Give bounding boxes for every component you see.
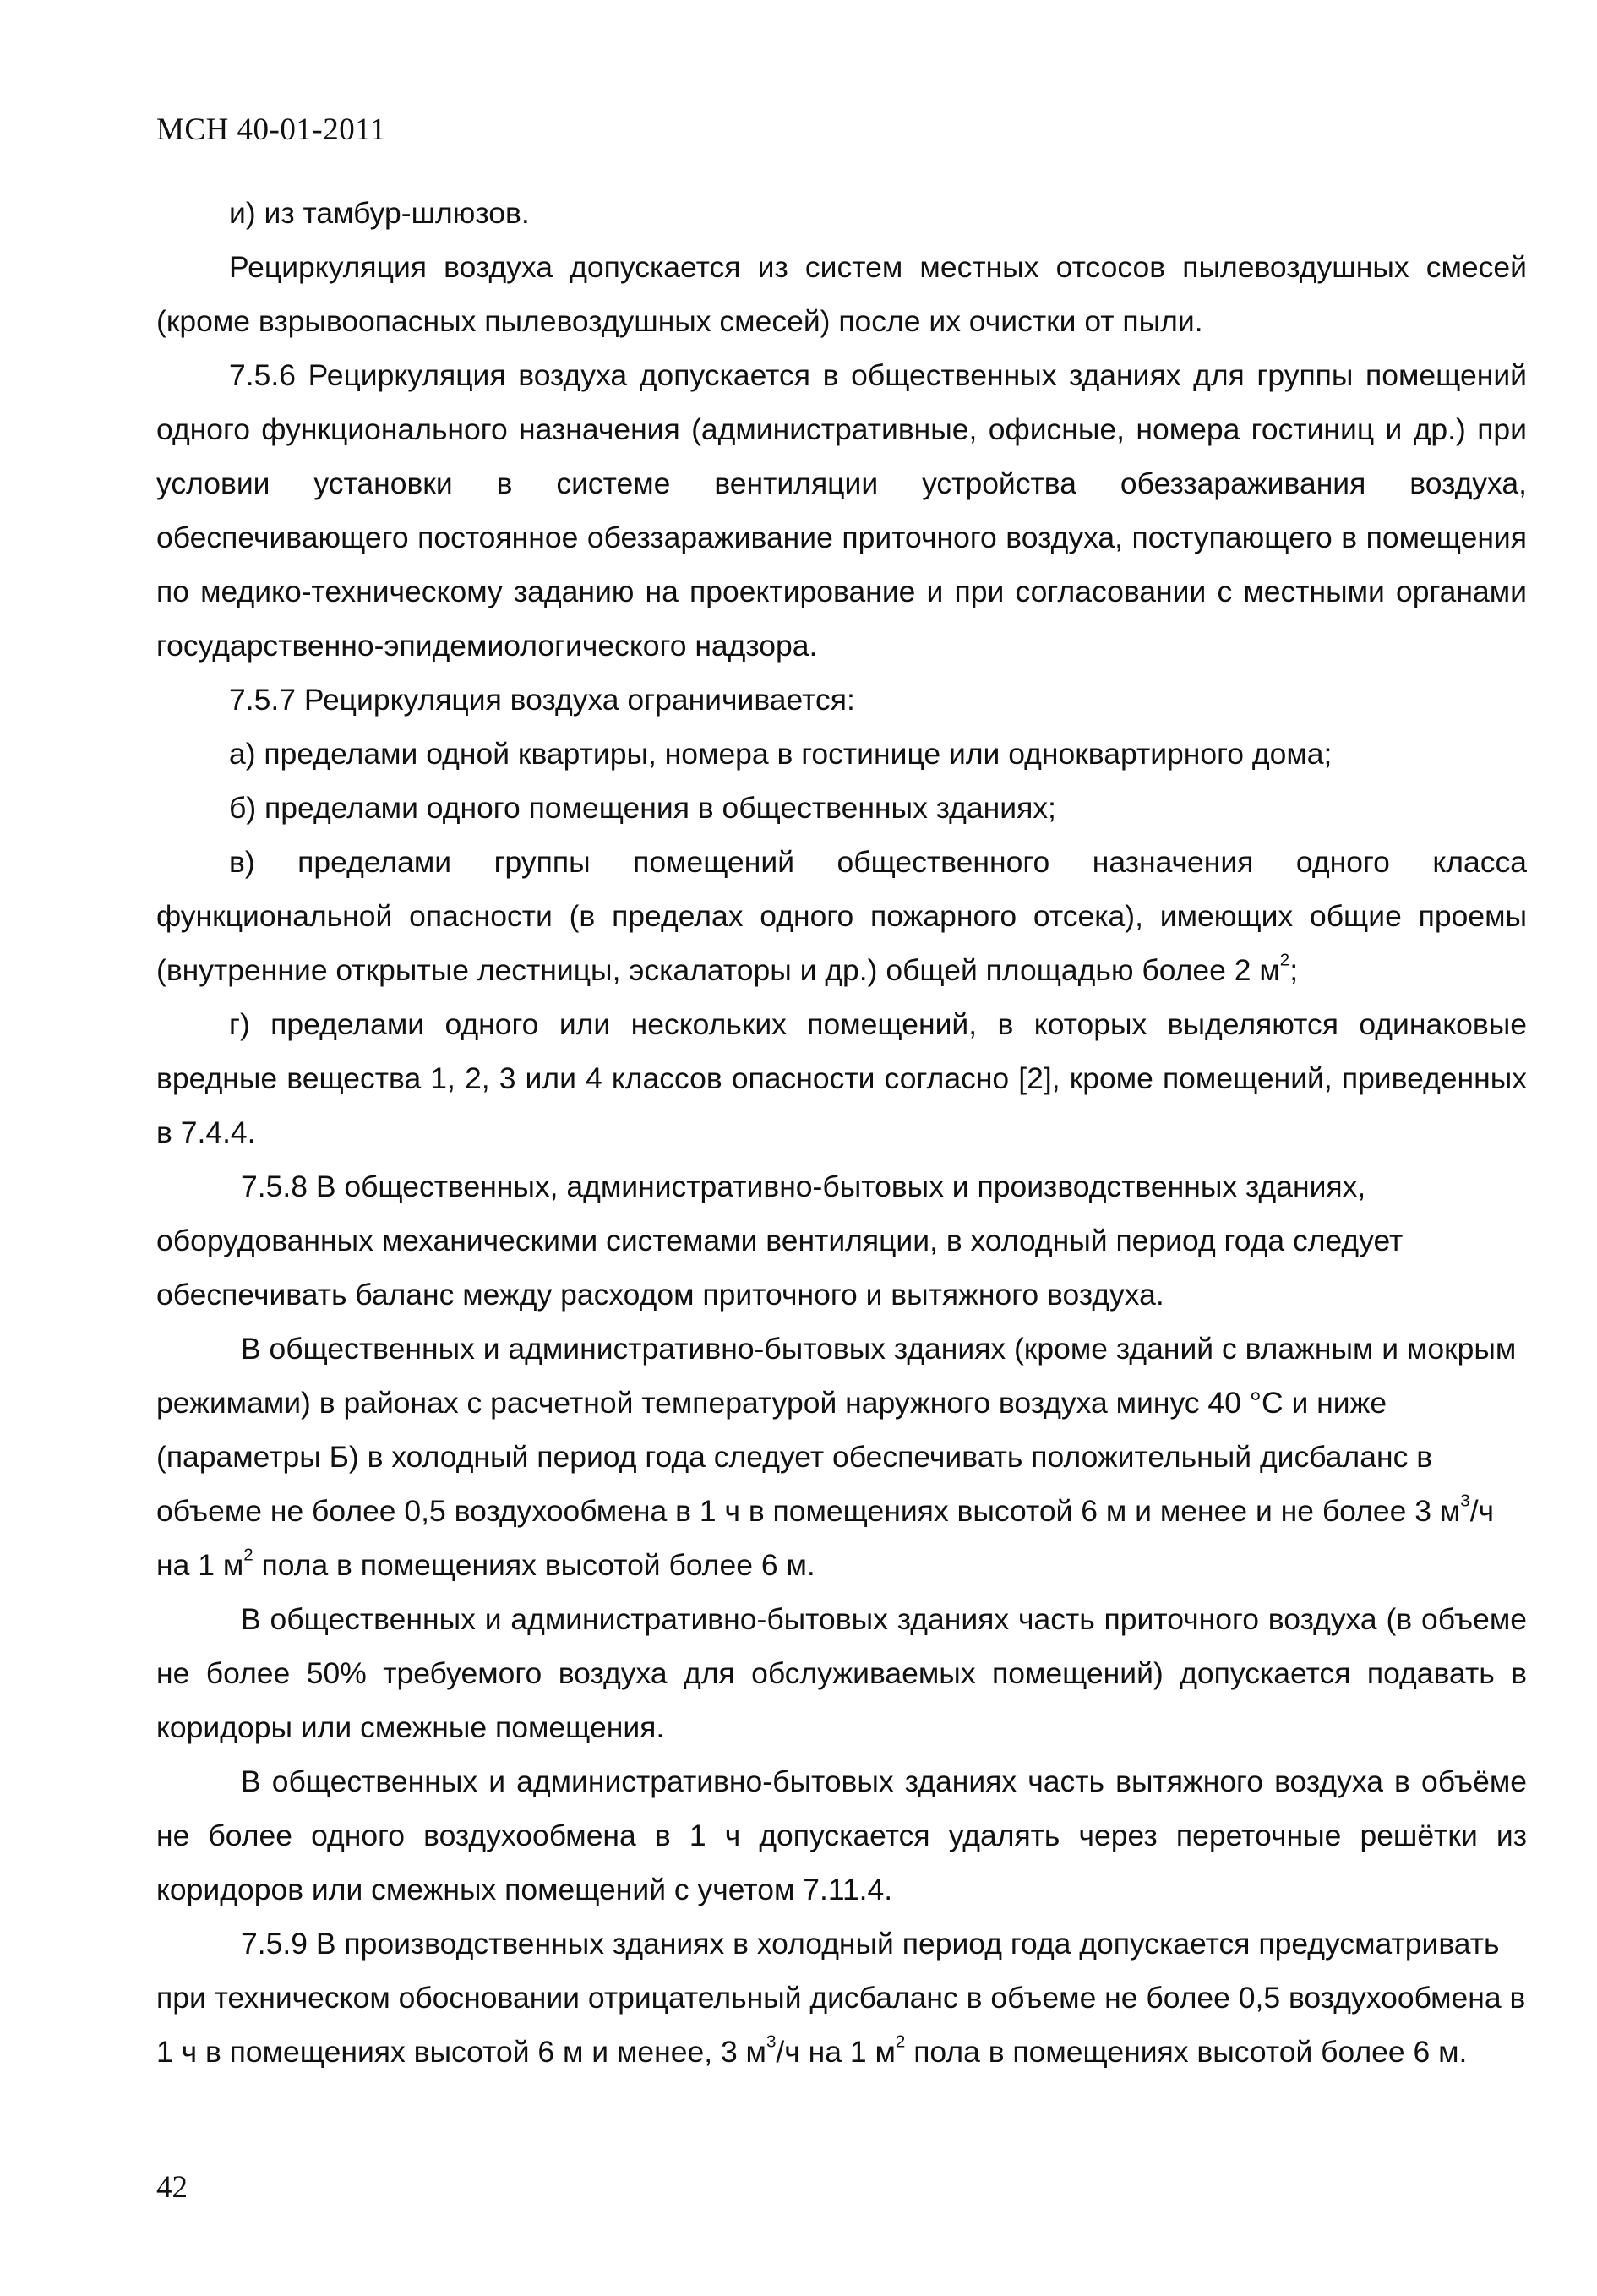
paragraph-7-5-7-a: а) пределами одной квартиры, номера в гостинице или одноквартирного дома; [229, 737, 1333, 771]
superscript: 3 [1460, 1491, 1470, 1511]
paragraph-7-5-7-g: г) пределами одного или нескольких помещений, в которых выделяются одинаковые вредные вещества 1, 2, 3 или 4 классов опасности согласно [2], кроме помещений, приведенных в 7.4.4. [156, 1007, 1527, 1149]
paragraph-7-5-7: 7.5.7 Рециркуляция воздуха ограничивается: [229, 683, 855, 717]
paragraph-7-5-7-b: б) пределами одного помещения в общественных зданиях; [229, 791, 1056, 825]
paragraph-text: 7.5.9 В производственных зданиях в холодный период года допускается предусматривать при техническом обосновании отрицательный дисбаланс в объеме не более 0,5 воздухообмена в 1 ч в помещениях высотой 6 м и менее, 3 м [156, 1927, 1526, 2069]
paragraph-list-item-i: и) из тамбур-шлюзов. [229, 196, 530, 230]
paragraph-text: в) пределами группы помещений общественного назначения одного класса функциональной опасности (в пределах одного пожарного отсека), имеющих общие проемы (внутренние открытые лестницы, эскалаторы и др.) общей площадью более 2 м [156, 845, 1527, 987]
paragraph-text: пола в помещениях высотой более 6 м. [253, 1548, 815, 1582]
superscript: 2 [895, 2031, 906, 2052]
paragraph-text: ; [1289, 953, 1299, 987]
document-body [156, 186, 1527, 2079]
paragraph-text: /ч на 1 м [776, 2035, 896, 2069]
paragraph-exhaust-air-transfer-grilles: В общественных и административно-бытовых зданиях часть вытяжного воздуха в объёме не более одного воздухообмена в 1 ч допускается удалять через переточные решётки из коридоров или смежных помещений с учетом 7.11.4. [156, 1764, 1527, 1906]
paragraph-positive-disbalance [156, 1322, 1527, 1592]
document-code-header: МСН 40-01-2011 [156, 112, 386, 147]
paragraph-7-5-9 [156, 1917, 1527, 2079]
paragraph-text: пола в помещениях высотой более 6 м. [905, 2035, 1468, 2069]
superscript: 2 [243, 1545, 253, 1565]
superscript: 2 [1279, 950, 1290, 970]
paragraph-7-5-6: 7.5.6 Рециркуляция воздуха допускается в общественных зданиях для группы помещений одного функционального назначения (административные, офисные, номера гостиниц и др.) при условии установки в системе вентиляции устройства обеззараживания воздуха, обеспечивающего постоянное обеззараживание приточного воздуха, поступающего в помещения по медико-техническому заданию на проектирование и при согласовании с местными органами государственно-эпидемиологического надзора. [156, 358, 1527, 663]
paragraph-text: В общественных и административно-бытовых зданиях (кроме зданий с влажным и мокрым режимами) в районах с расчетной температурой наружного воздуха минус 40 °С и ниже (параметры Б) в холодный период года следует обеспечивать положительный дисбаланс в объеме не более 0,5 воздухообмена в 1 ч в помещениях высотой 6 м и менее и не более 3 м [156, 1332, 1517, 1528]
paragraph-7-5-7-v [156, 835, 1527, 997]
paragraph-text: /ч на 1 м [156, 1494, 1495, 1582]
paragraph-supply-air-corridors: В общественных и административно-бытовых зданиях часть приточного воздуха (в объеме не более 50% требуемого воздуха для обслуживаемых помещений) допускается подавать в коридоры или смежные помещения. [156, 1602, 1527, 1744]
paragraph-recirculation-local-exhaust: Рециркуляция воздуха допускается из систем местных отсосов пылевоздушных смесей (кроме взрывоопасных пылевоздушных смесей) после их очистки от пыли. [156, 250, 1527, 338]
paragraph-7-5-8: 7.5.8 В общественных, административно-бытовых и производственных зданиях, оборудованных механическими системами вентиляции, в холодный период года следует обеспечивать баланс между расходом приточного и вытяжного воздуха. [156, 1170, 1404, 1312]
page-number: 42 [156, 2170, 188, 2205]
superscript: 3 [766, 2031, 777, 2052]
